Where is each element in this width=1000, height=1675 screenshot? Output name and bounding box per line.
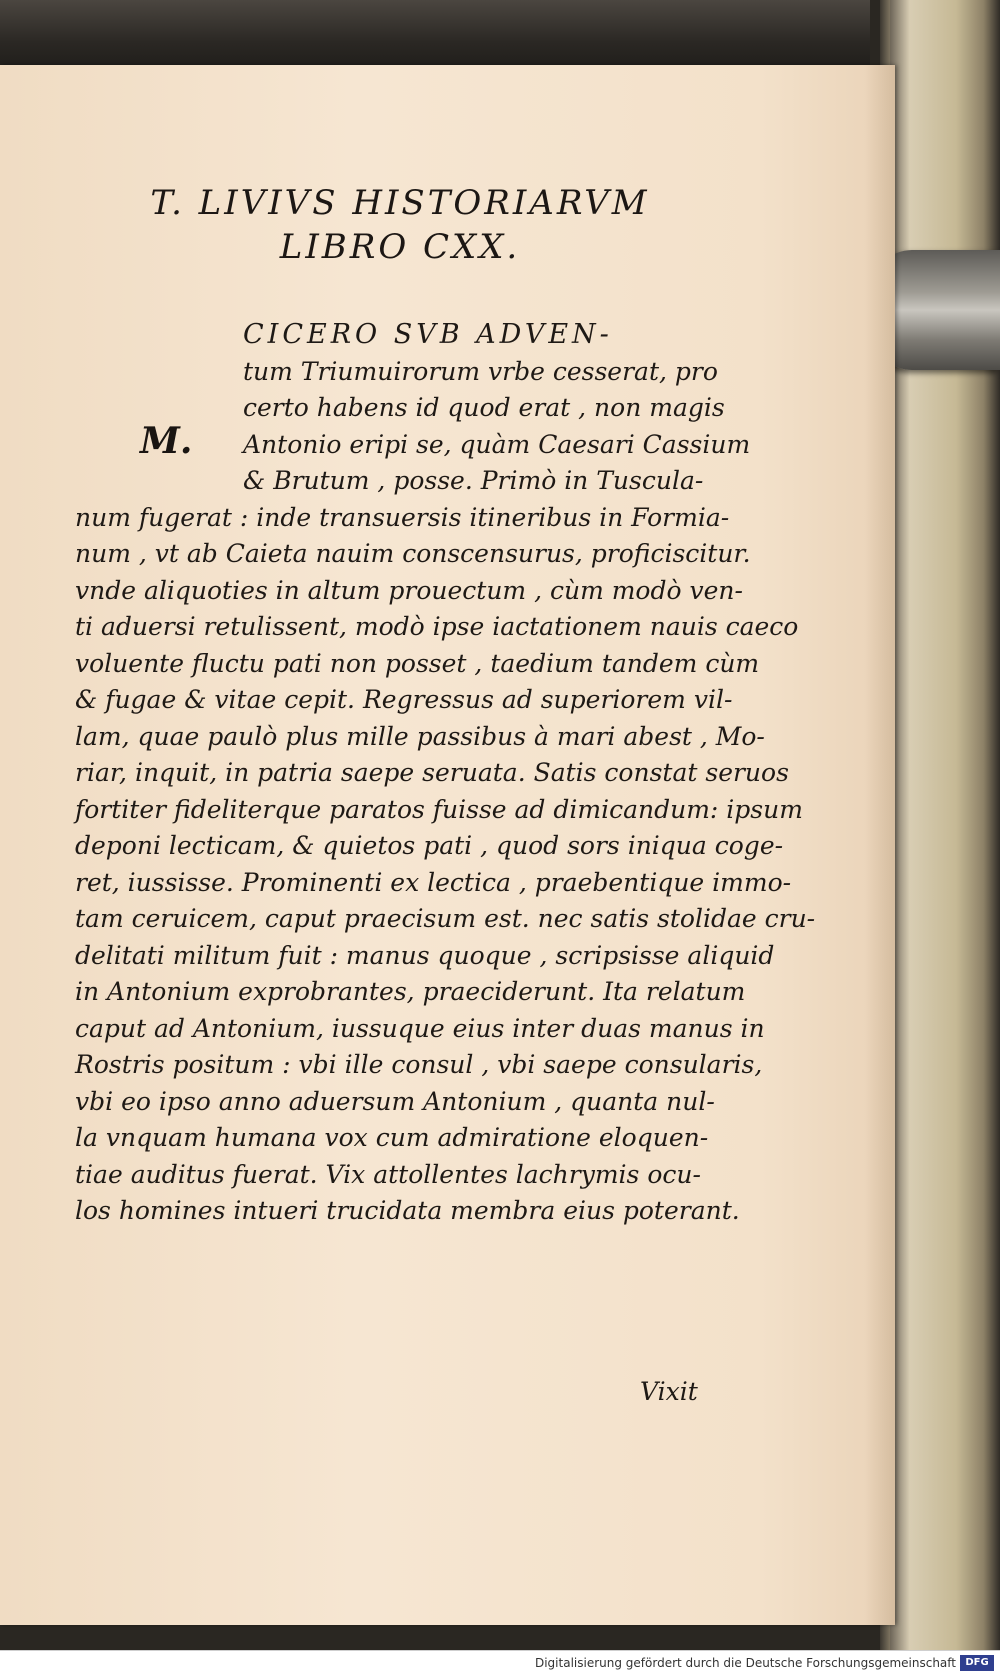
text-line: & Brutum , posse. Primò in Tuscula- [243, 466, 704, 495]
book-page [0, 65, 895, 1625]
page-title-line-2: LIBRO CXX. [279, 227, 521, 267]
dfg-logo: DFG [960, 1655, 994, 1671]
text-line: caput ad Antonium, iussuque eius inter duas manus in [75, 1014, 765, 1043]
text-line: certo habens id quod erat , non magis [243, 393, 725, 422]
text-line: CICERO SVB ADVEN- [243, 319, 613, 350]
text-line: num , vt ab Caieta nauim conscensurus, proficiscitur. [75, 539, 751, 568]
text-line: vnde aliquoties in altum prouectum , cùm modò ven- [75, 576, 743, 605]
text-line: Rostris positum : vbi ille consul , vbi saepe consularis, [75, 1050, 763, 1079]
text-line: tam ceruicem, caput praecisum est. nec satis stolidae cru- [75, 904, 816, 933]
book-cover-board [890, 0, 1000, 1650]
text-line: delitati militum fuit : manus quoque , scripsisse aliquid [75, 941, 775, 970]
footer-credit: Digitalisierung gefördert durch die Deutsche Forschungsgemeinschaft [534, 1656, 956, 1670]
text-line: la vnquam humana vox cum admiratione eloquen- [75, 1123, 709, 1152]
text-line: fortiter fideliterque paratos fuisse ad dimicandum: ipsum [75, 795, 803, 824]
catchword: Vixit [640, 1377, 698, 1406]
text-line: vbi eo ipso anno aduersum Antonium , quanta nul- [75, 1087, 715, 1116]
text-line: tiae auditus fuerat. Vix attollentes lachrymis ocu- [75, 1160, 701, 1189]
text-line: & fugae & vitae cepit. Regressus ad superiorem vil- [75, 685, 733, 714]
footer-bar [0, 1650, 1000, 1675]
text-line: voluente fluctu pati non posset , taedium tandem cùm [75, 649, 760, 678]
text-line: los homines intueri trucidata membra eius poterant. [75, 1196, 740, 1225]
text-line: riar, inquit, in patria saepe seruata. Satis constat seruos [75, 758, 789, 787]
text-line: deponi lecticam, & quietos pati , quod sors iniqua coge- [75, 831, 784, 860]
page-title-line-1: T. LIVIVS HISTORIARVM [150, 183, 650, 223]
text-line: num fugerat : inde transuersis itineribus in Formia- [75, 503, 730, 532]
text-line: in Antonium exprobrantes, praeciderunt. Ita relatum [75, 977, 746, 1006]
text-line: lam, quae paulò plus mille passibus à mari abest , Mo- [75, 722, 765, 751]
text-line: ret, iussisse. Prominenti ex lectica , praebentique immo- [75, 868, 792, 897]
text-line: Antonio eripi se, quàm Caesari Cassium [243, 430, 751, 459]
text-line: ti aduersi retulissent, modò ipse iactationem nauis caeco [75, 612, 799, 641]
book-top-edge [0, 0, 870, 73]
initial-letter: M. [140, 420, 193, 462]
text-line: tum Triumuirorum vrbe cesserat, pro [243, 357, 718, 386]
